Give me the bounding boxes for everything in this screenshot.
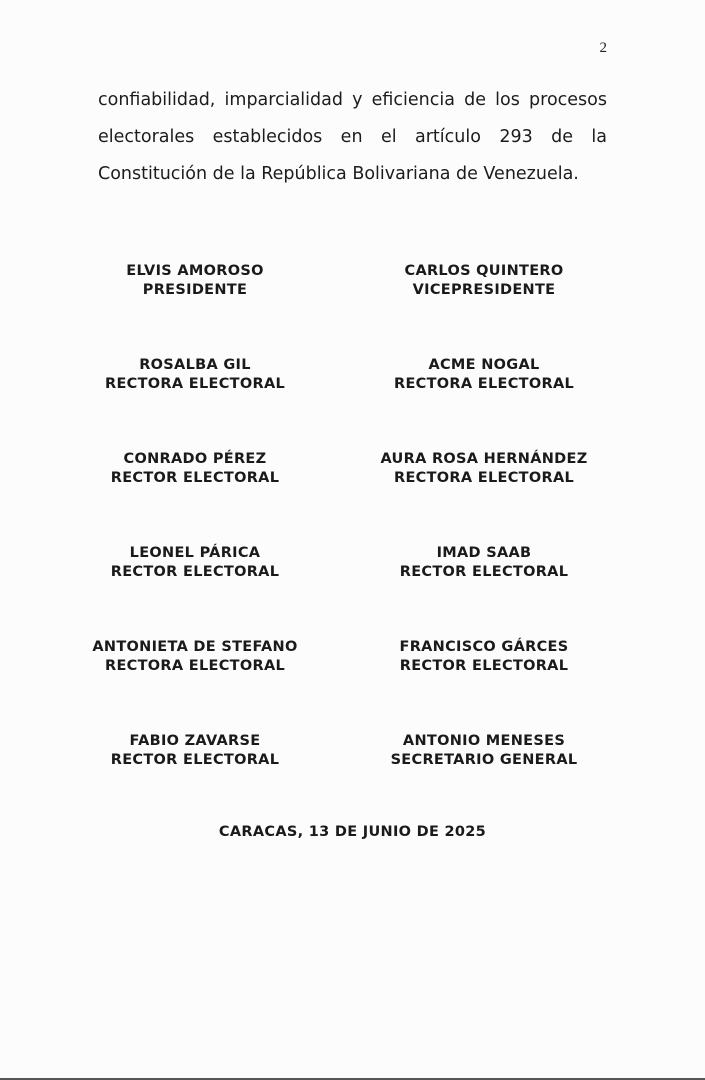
signature-antonio-meneses: [354, 732, 614, 770]
signatory-role: RECTORA ELECTORAL: [394, 376, 574, 392]
signatory-role: RECTOR ELECTORAL: [110, 470, 280, 486]
signature-row: [0, 450, 705, 544]
signature-imad-saab: [354, 544, 614, 582]
signatory-role: RECTOR ELECTORAL: [399, 658, 569, 674]
signature-row: [0, 544, 705, 638]
signatory-name: ACME NOGAL: [428, 357, 540, 373]
signatory-role: SECRETARIO GENERAL: [390, 752, 578, 768]
signatory-name: LEONEL PÁRICA: [129, 545, 261, 561]
signatory-role: RECTORA ELECTORAL: [105, 658, 285, 674]
signature-row: [0, 356, 705, 450]
signature-leonel-parica: [65, 544, 325, 582]
body-paragraph: [98, 82, 607, 193]
signatory-name: ELVIS AMOROSO: [126, 263, 264, 279]
signature-conrado-perez: [65, 450, 325, 488]
signatory-role: RECTOR ELECTORAL: [110, 752, 280, 768]
signature-block: [0, 262, 705, 826]
page-number: 2: [599, 40, 607, 56]
signatory-name: ANTONIETA DE STEFANO: [92, 639, 298, 655]
body-line: electorales establecidos en el artículo 293 de la: [98, 127, 607, 147]
signatory-role: RECTORA ELECTORAL: [105, 376, 285, 392]
signature-carlos-quintero: [354, 262, 614, 300]
signatory-name: ANTONIO MENESES: [402, 733, 566, 749]
signatory-role: VICEPRESIDENTE: [412, 282, 556, 298]
signatory-name: AURA ROSA HERNÁNDEZ: [380, 451, 588, 467]
signatory-role: RECTORA ELECTORAL: [394, 470, 574, 486]
body-line: confiabilidad, imparcialidad y eficiencia de los procesos: [98, 90, 607, 110]
signatory-name: ROSALBA GIL: [139, 357, 251, 373]
signatory-role: RECTOR ELECTORAL: [399, 564, 569, 580]
signatory-name: CARLOS QUINTERO: [404, 263, 564, 279]
place-and-date: CARACAS, 13 DE JUNIO DE 2025: [218, 824, 487, 840]
signature-aura-rosa-hernandez: [354, 450, 614, 488]
signature-acme-nogal: [354, 356, 614, 394]
body-line: Constitución de la República Bolivariana de Venezuela.: [98, 164, 579, 184]
signatory-name: CONRADO PÉREZ: [123, 451, 267, 467]
signature-rosalba-gil: [65, 356, 325, 394]
signature-row: [0, 638, 705, 732]
signatory-role: PRESIDENTE: [142, 282, 248, 298]
signatory-name: FABIO ZAVARSE: [129, 733, 261, 749]
signature-row: [0, 732, 705, 826]
signature-francisco-garces: [354, 638, 614, 676]
signature-fabio-zavarse: [65, 732, 325, 770]
signature-elvis-amoroso: [65, 262, 325, 300]
signature-row: [0, 262, 705, 356]
signatory-name: IMAD SAAB: [436, 545, 532, 561]
signature-antonieta-de-stefano: [65, 638, 325, 676]
signatory-role: RECTOR ELECTORAL: [110, 564, 280, 580]
signatory-name: FRANCISCO GÁRCES: [399, 639, 569, 655]
